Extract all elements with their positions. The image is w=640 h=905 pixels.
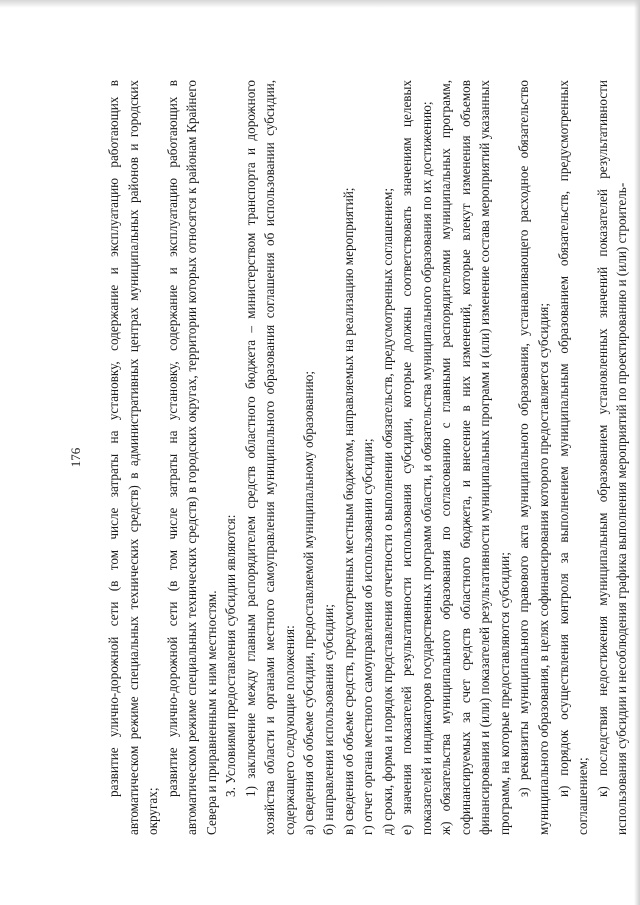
scan-edge-shadow-right bbox=[634, 0, 640, 905]
list-item: б) направления использования субсидии; bbox=[321, 604, 337, 835]
paragraph: развитие улично-дорожной сети (в том числе затраты на установку, содержание и эксплуатацию работающих в автоматическом режиме специальных технических средств) в городских округах, территории которых относятся к районам Крайнего Севера и приравненным к ним местностям. bbox=[164, 80, 219, 835]
list-item: и) порядок осуществления контроля за выполнением муниципальным образованием обязательств, предусмотренных соглашением; bbox=[555, 80, 591, 835]
list-item: а) сведения об объеме субсидии, предоставляемой муниципальному образованию; bbox=[301, 370, 317, 835]
paragraph: 3. Условиями предоставления субсидии являются: bbox=[223, 514, 239, 797]
list-item: з) реквизиты муниципального правового акта муниципального образования, устанавливающего расходное обязательство муниципального образования, в целях софинансирования которого предоставляется субсидия; bbox=[516, 80, 552, 835]
paragraph: развитие улично-дорожной сети (в том числе затраты на установку, содержание и эксплуатацию работающих в автоматическом режиме специальных технических средств) в административных центрах муниципальных районов и городских округах; bbox=[106, 80, 161, 835]
document-body bbox=[104, 80, 632, 835]
list-item: ж) обязательства муниципального образования по согласованию с главными распорядителями муниципальных программ, софинансируемых за счет средств областного бюджета, и внесение в них изменений, которые влекут изменения объемов финансирования и (или) показателей результативности муниципальных программ и (или) изменение состава мероприятий указанных программ, на которые предоставляются субсидии; bbox=[438, 80, 512, 835]
list-item: д) сроки, форма и порядок представления отчетности о выполнении обязательств, предусмотренных соглашением; bbox=[379, 187, 395, 835]
list-item: е) значения показателей результативности использования субсидии, которые должны соответствовать значениям целевых показателей и индикаторов государственных программ области, и обязательства муниципального образования по их достижению; bbox=[399, 80, 434, 835]
list-item: г) отчет органа местного самоуправления об использовании субсидии; bbox=[360, 438, 376, 835]
list-item: в) сведения об объеме средств, предусмотренных местным бюджетом, направляемых на реализацию мероприятий; bbox=[340, 187, 356, 835]
paragraph: 1) заключение между главным распорядителем средств областного бюджета – министерством транспорта и дорожного хозяйства области и органами местного самоуправления муниципального образования соглашения об использовании субсидии, содержащего следующие положения: bbox=[242, 80, 297, 835]
scan-edge-shadow-top bbox=[0, 0, 640, 8]
page-number: 176 bbox=[68, 447, 83, 468]
rotated-document bbox=[60, 80, 630, 835]
list-item: к) последствия недостижения муниципальным образованием установленных значений показателей результативности использования субсидии и несоблюдения графика выполнения мероприятий по проектированию и (или) строитель- bbox=[594, 80, 630, 835]
